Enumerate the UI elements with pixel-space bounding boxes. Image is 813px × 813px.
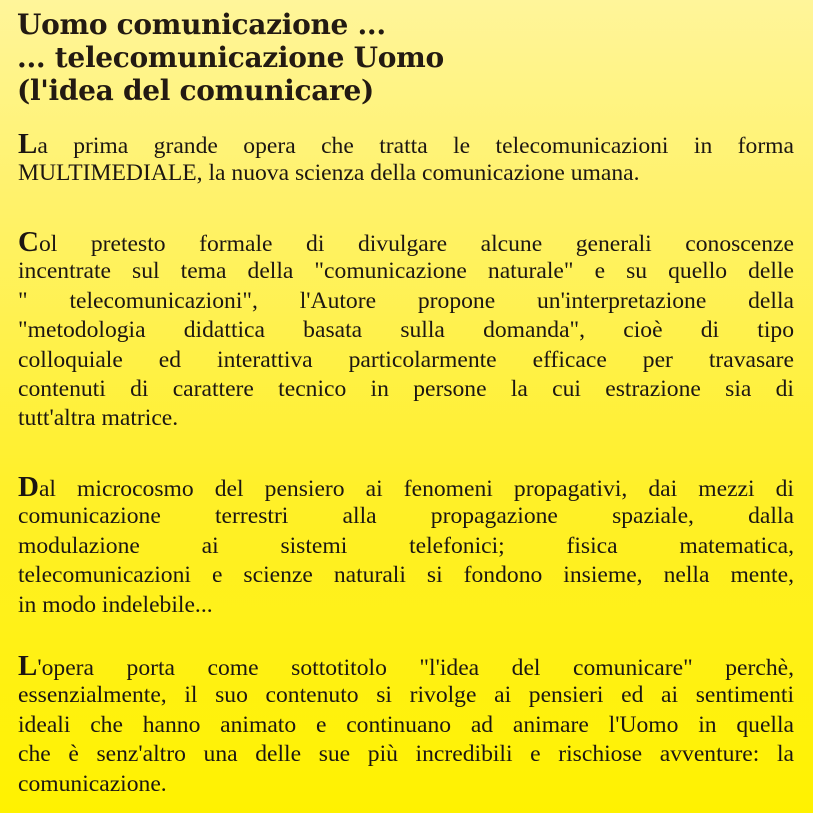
paragraph-subtitle xyxy=(18,652,794,799)
paragraph-pretext xyxy=(18,228,794,434)
paragraph-line: La prima grande opera che tratta le telecomunicazioni in forma xyxy=(18,128,794,160)
paragraph-line: L'opera porta come sottotitolo "l'idea del comunicare" perchè, xyxy=(18,650,794,682)
drop-cap: L xyxy=(18,128,38,160)
paragraph-line: contenuti di carattere tecnico in persone la cui estrazione sia di xyxy=(18,375,794,402)
paragraph-line: tutt'altra matrice. xyxy=(18,405,179,432)
title-line-1: Uomo comunicazione ... xyxy=(17,8,386,41)
paragraph-line: che è senz'altro una delle sue più incredibili e rischiose avventure: la xyxy=(18,741,794,768)
drop-cap: C xyxy=(18,226,39,258)
paragraph-line: comunicazione terrestri alla propagazione spaziale, dalla xyxy=(18,503,794,530)
page-title xyxy=(17,8,797,107)
paragraph-line: MULTIMEDIALE, la nuova scienza della comunicazione umana. xyxy=(18,160,640,187)
paragraph-line: essenzialmente, il suo contenuto si rivolge ai pensieri ed ai sentimenti xyxy=(18,682,794,709)
paragraph-intro xyxy=(18,130,794,189)
paragraph-line: "metodologia didattica basata sulla domanda", cioè di tipo xyxy=(18,317,794,344)
paragraph-line: telecomunicazioni e scienze naturali si fondono insieme, nella mente, xyxy=(18,562,794,589)
paragraph-line: colloquiale ed interattiva particolarmente efficace per travasare xyxy=(18,346,794,373)
paragraph-line: in modo indelebile... xyxy=(18,591,213,618)
paragraph-line: comunicazione. xyxy=(18,770,167,797)
paragraph-line: modulazione ai sistemi telefonici; fisica matematica, xyxy=(18,532,794,559)
paragraph-line: " telecomunicazioni", l'Autore propone un'interpretazione della xyxy=(18,287,794,314)
paragraph-line: Dal microcosmo del pensiero ai fenomeni propagativi, dai mezzi di xyxy=(18,471,794,503)
paragraph-line: Col pretesto formale di divulgare alcune generali conoscenze xyxy=(18,226,794,258)
paragraph-topics xyxy=(18,473,794,620)
title-line-2: ... telecomunicazione Uomo xyxy=(17,41,444,74)
title-line-3: (l'idea del comunicare) xyxy=(17,74,374,107)
paragraph-line: ideali che hanno animato e continuano ad animare l'Uomo in quella xyxy=(18,711,794,738)
drop-cap: L xyxy=(18,650,38,682)
paragraph-line: incentrate sul tema della "comunicazione naturale" e su quello delle xyxy=(18,258,794,285)
drop-cap: D xyxy=(18,471,39,503)
